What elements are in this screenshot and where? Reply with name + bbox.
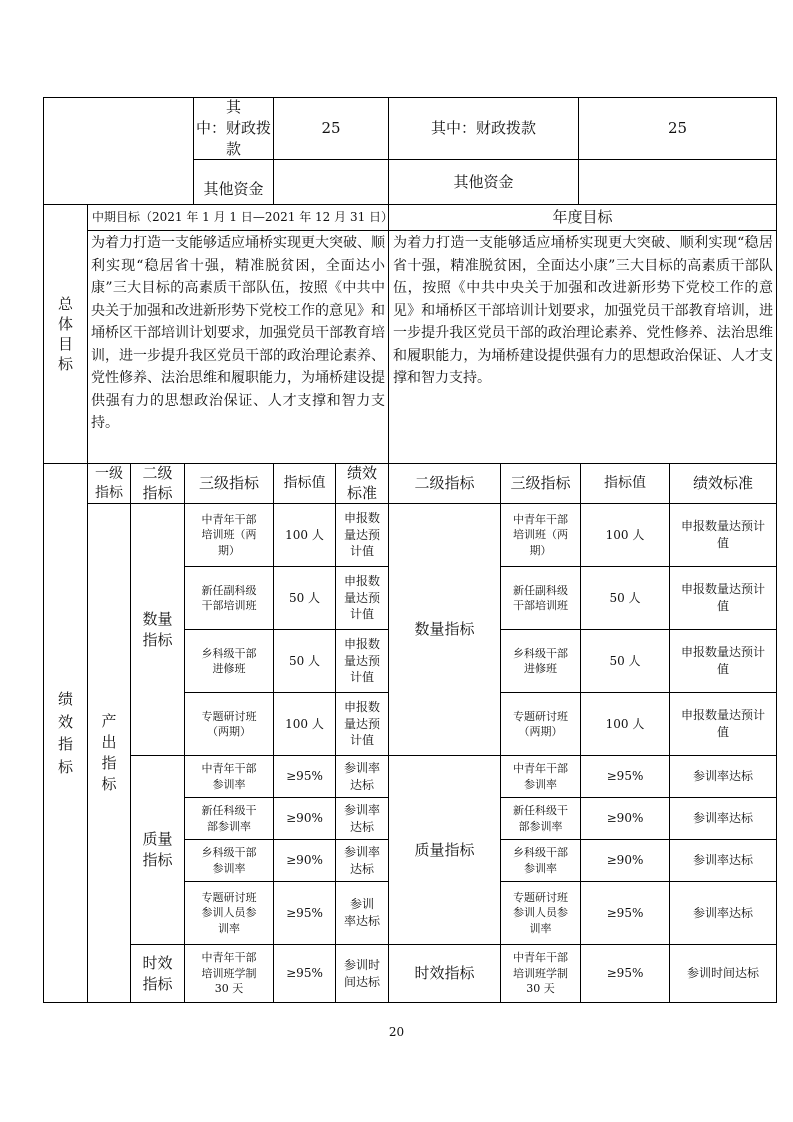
indicator-name-annual: 乡科级干部 进修班 (513, 646, 568, 675)
indicator-name: 新任副科级 干部培训班 (201, 583, 257, 612)
indicator-value-annual: 100 人 (605, 716, 645, 731)
indicator-value-annual: ≥95% (606, 905, 644, 920)
header-value-annual: 指标值 (604, 474, 646, 491)
indicator-value: 50 人 (288, 653, 321, 668)
timeliness-indicator-label-annual: 时效指标 (414, 964, 475, 982)
header-level3: 三级指标 (198, 474, 259, 492)
indicator-standard-annual: 参训率达标 (692, 905, 753, 920)
indicator-standard-annual: 参训时间达标 (686, 966, 759, 981)
indicator-standard: 参训 率达标 (343, 897, 380, 928)
indicator-name-annual: 中青年干部 培训班（两 期） (513, 512, 568, 557)
indicator-standard-annual: 申报数量达预计 值 (680, 708, 765, 739)
indicator-name: 中青年干部 参训率 (201, 762, 257, 791)
indicator-name-annual: 专题研讨班 参训人员参 训率 (513, 890, 568, 935)
annual-goal-header: 年度目标 (552, 208, 613, 226)
indicator-standard-annual: 申报数量达预计 值 (680, 519, 765, 550)
indicator-name-annual: 专题研讨班 （两期） (513, 709, 568, 738)
indicator-name-annual: 新任科级干 部参训率 (513, 804, 568, 833)
indicator-name-annual: 中青年干部 参训率 (513, 762, 568, 791)
annual-goal-text: 为着力打造一支能够适应埇桥实现更大突破、顺利实现“稳居省十强，精准脱贫困，全面达小康”三大目标的高素质干部队伍，按照《中共中央关于加强和改进新形势下党校工作的意见》和埇桥区干部培训计划要求，加强党员干部教育培训，进一步提升我区党员干部的政治理论素养、党性修养、法治思维和履职能力，为埇桥建设提供强有力的思想政治保证、人才支撑和智力支持。 (393, 235, 773, 386)
quality-indicator-label: 质量 指标 (142, 830, 173, 869)
indicator-value-annual: ≥95% (606, 769, 644, 784)
indicator-standard-annual: 申报数量达预计 值 (680, 582, 765, 613)
other-funds-label: 其他资金 (203, 179, 264, 198)
indicator-name: 专题研讨班 （两期） (201, 709, 257, 738)
indicator-value-annual: 50 人 (609, 590, 641, 605)
indicator-standard: 申报数 量达预 计值 (343, 699, 380, 748)
quantity-indicator-label-annual: 数量指标 (414, 620, 475, 638)
indicator-standard-annual: 参训率达标 (692, 853, 753, 868)
header-level2: 二级 指标 (142, 464, 173, 502)
indicator-name-annual: 乡科级干部 参训率 (513, 846, 568, 875)
indicator-name: 乡科级干部 进修班 (201, 646, 257, 675)
indicator-value-annual: ≥95% (606, 966, 644, 981)
fiscal-value: 25 (321, 119, 341, 137)
indicator-value: ≥95% (286, 966, 323, 981)
fiscal-label-annual: 其中：财政拨款 (430, 119, 536, 137)
indicator-value-annual: ≥90% (606, 811, 644, 826)
indicator-name-annual: 中青年干部 培训班学制 30 天 (513, 951, 568, 996)
header-level3-annual: 三级指标 (510, 474, 571, 492)
fiscal-value-annual: 25 (667, 119, 688, 137)
indicator-value: ≥95% (286, 905, 323, 920)
indicator-standard: 申报数 量达预 计值 (343, 573, 380, 622)
indicator-name: 中青年干部 培训班学制 30 天 (201, 951, 257, 996)
overall-goal-label: 总 体 目 标 (57, 294, 73, 374)
indicator-name: 中青年干部 培训班（两 期） (201, 512, 257, 557)
indicator-name-annual: 新任副科级 干部培训班 (513, 583, 568, 612)
indicator-value-annual: 100 人 (605, 527, 645, 542)
header-standard: 绩效 标准 (346, 464, 377, 502)
indicator-value: 50 人 (288, 590, 321, 605)
header-value: 指标值 (283, 474, 326, 491)
indicator-standard: 参训时 间达标 (343, 957, 380, 989)
indicator-standard-annual: 申报数量达预计 值 (680, 645, 765, 676)
header-level2-annual: 二级指标 (414, 474, 475, 492)
header-level1: 一级 指标 (95, 466, 123, 501)
indicator-value: ≥90% (286, 853, 323, 868)
output-indicator-label: 产 出 指 标 (101, 712, 117, 793)
indicator-value: ≥90% (286, 811, 323, 826)
indicator-standard-annual: 参训率达标 (692, 769, 753, 784)
quantity-indicator-label: 数量 指标 (142, 609, 173, 649)
indicator-standard-annual: 参训率达标 (692, 811, 753, 826)
indicator-standard: 申报数 量达预 计值 (343, 510, 380, 559)
indicator-value: 100 人 (285, 527, 324, 542)
performance-indicator-label: 绩 效 指 标 (57, 690, 73, 776)
indicator-name: 乡科级干部 参训率 (201, 846, 257, 875)
indicator-standard: 参训率 达标 (343, 844, 380, 876)
indicator-value-annual: ≥90% (606, 853, 644, 868)
midterm-goal-text: 为着力打造一支能够适应埇桥实现更大突破、顺利实现“稳居省十强，精准脱贫困，全面达小康”三大目标的高素质干部队伍，按照《中共中央关于加强和改进新形势下党校工作的意见》和埇桥区干部培训计划要求，加强党员干部教育培训，进一步提升我区党员干部的政治理论素养、党性修养、法治思维和履职能力，为埇桥建设提供强有力的思想政治保证、人才支撑和智力支持。 (91, 235, 385, 431)
indicator-value-annual: 50 人 (609, 653, 641, 668)
timeliness-indicator-label: 时效 指标 (142, 953, 173, 993)
header-standard-annual: 绩效标准 (692, 474, 753, 492)
other-funds-label-annual: 其他资金 (453, 172, 514, 191)
quality-indicator-label-annual: 质量指标 (414, 840, 475, 859)
indicator-standard: 参训率 达标 (343, 802, 380, 834)
indicator-name: 新任科级干 部参训率 (201, 804, 257, 833)
fiscal-label: 其 中：财政拨 款 (195, 98, 271, 158)
indicator-standard: 参训率 达标 (343, 760, 380, 792)
indicator-name: 专题研讨班 参训人员参 训率 (201, 890, 257, 935)
indicator-value: ≥95% (286, 769, 323, 784)
indicator-value: 100 人 (285, 716, 324, 731)
page-number: 20 (388, 1025, 405, 1039)
indicator-standard: 申报数 量达预 计值 (343, 636, 380, 685)
midterm-goal-header: 中期目标（2021 年 1 月 1 日—2021 年 12 月 31 日） (92, 210, 394, 225)
